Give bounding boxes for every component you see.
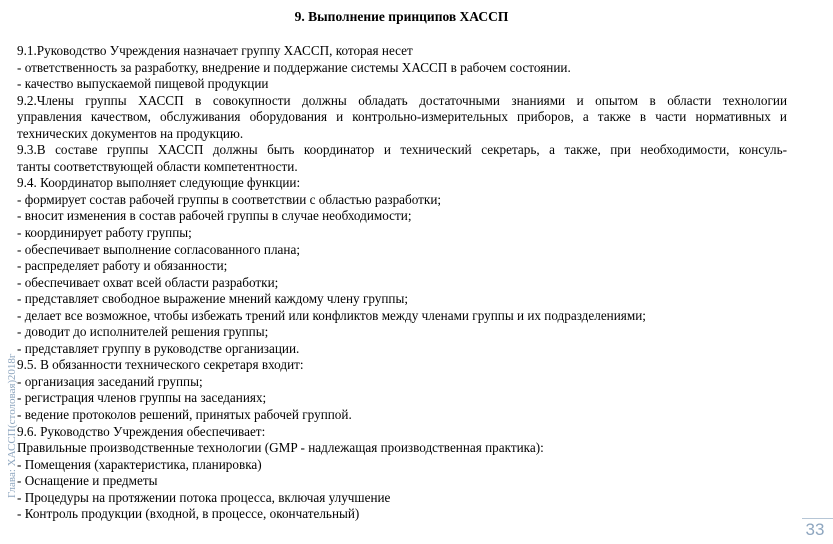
text-line: 9.4. Координатор выполняет следующие функции:	[17, 175, 301, 191]
text-line: 9.5. В обязанности технического секретаря входит:	[17, 357, 304, 373]
page-number-rule	[802, 518, 833, 519]
section-label: (столовая)	[6, 380, 18, 429]
text-line: - Контроль продукции (входной, в процессе, окончательный)	[17, 506, 360, 522]
text-line: - делает все возможное, чтобы избежать трений или конфликтов между членами группы и их подразделениями;	[17, 307, 646, 323]
text-line: - вносит изменения в состав рабочей группы в случае необходимости;	[17, 208, 412, 224]
text-line: - ведение протоколов решений, принятых рабочей группой.	[17, 407, 352, 423]
text-line: 9.1.Руководство Учреждения назначает группу ХАССП, которая несет	[17, 43, 413, 58]
chapter-label: Глава: ХАССП	[6, 428, 18, 498]
text-line: - представляет свободное выражение мнений каждому члену группы;	[17, 291, 409, 307]
text-line: - обеспечивает выполнение согласованного плана;	[17, 241, 300, 257]
text-line: - Оснащение и предметы	[17, 473, 158, 489]
section-heading: 9. Выполнение принципов ХАССП	[294, 9, 509, 24]
sidebar-footer	[795, 0, 833, 544]
text-line: - Процедуры на протяжении потока процесса, включая улучшение	[17, 489, 391, 505]
text-line: - организация заседаний группы;	[17, 373, 203, 389]
text-line: - формирует состав рабочей группы в соответствии с областью разработки;	[17, 191, 442, 207]
text-line: Правильные производственные технологии (GMP - надлежащая производственная практика):	[17, 440, 544, 456]
text-line: 9.3.В составе группы ХАССП должны быть координатор и технический секретарь, а также, при необходимости, консуль-	[17, 142, 787, 158]
text-line: управления качеством, обслуживания оборудования и контрольно-измерительных приборов, а также в части нормативных и	[17, 109, 787, 125]
text-line: - координирует работу группы;	[17, 225, 192, 241]
text-line: - качество выпускаемой пищевой продукции	[17, 76, 269, 92]
text-line: технических документов на продукцию.	[17, 125, 244, 141]
year-label: 2018г	[6, 353, 18, 381]
text-line: танты соответствующей области компетентности.	[17, 158, 298, 174]
text-line: - ответственность за разработку, внедрение и поддержание системы ХАССП в рабочем состоянии.	[17, 59, 571, 75]
text-line: - обеспечивает охват всей области разработки;	[17, 274, 279, 290]
text-line: 9.2.Члены группы ХАССП в совокупности должны обладать достаточными знаниями и опытом в области технологии	[17, 92, 787, 108]
document-body	[17, 43, 787, 523]
text-line: - распределяет работу и обязанности;	[17, 258, 228, 274]
text-line: - доводит до исполнителей решения группы;	[17, 324, 269, 340]
page-number: 33	[805, 520, 825, 539]
text-line: - представляет группу в руководстве организации.	[17, 340, 300, 356]
text-line: - Помещения (характеристика, планировка)	[17, 456, 262, 472]
text-line: - регистрация членов группы на заседаниях;	[17, 390, 267, 406]
text-line: 9.6. Руководство Учреждения обеспечивает:	[17, 423, 266, 439]
vertical-chapter-label	[4, 320, 20, 498]
